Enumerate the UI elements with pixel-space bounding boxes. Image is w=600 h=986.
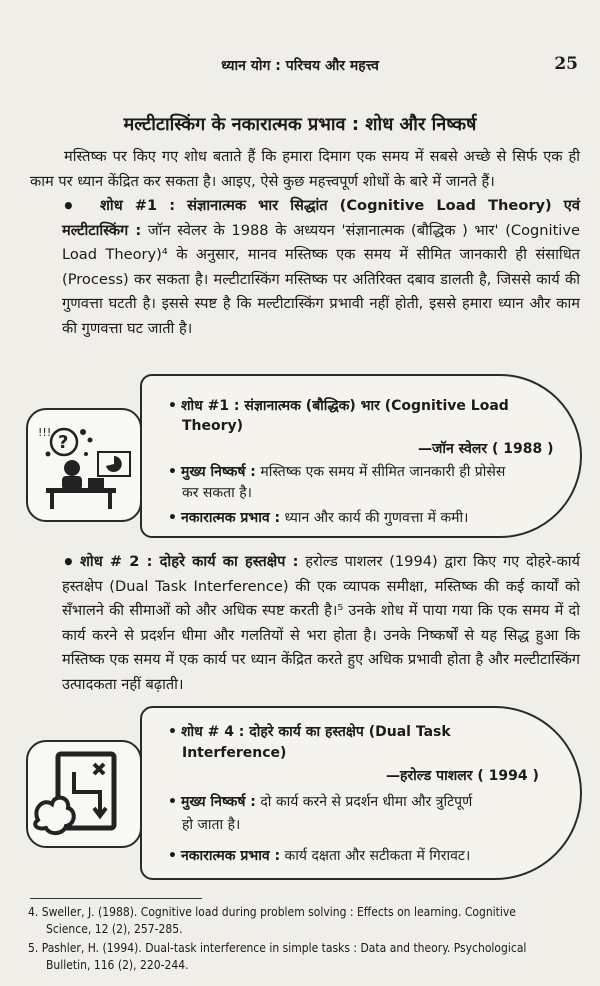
research-2-paragraph: [62, 550, 580, 697]
callout-1-impact: • नकारात्मक प्रभाव : ध्यान और कार्य की गुणवत्ता में कमी।: [168, 510, 469, 526]
running-title: ध्यान योग : परिचय और महत्त्व: [221, 58, 379, 74]
bullet-dot: •: [62, 194, 75, 218]
callout-1-finding: • मुख्य निष्कर्ष : मस्तिष्क एक समय में सीमित जानकारी ही प्रोसेस: [168, 464, 506, 480]
callout-2-title-line-1: • शोध # 4 : दोहरे कार्य का हस्तक्षेप (Dual Task: [168, 724, 451, 740]
callout-1-title-line-1: • शोध #1 : संज्ञानात्मक (बौद्धिक) भार (Cognitive Load: [168, 398, 509, 414]
intro-line-2: एक ही काम पर ध्यान केंद्रित कर सकता है। आइए, ऐसे कुछ महत्त्वपूर्ण शोधों के बारे में जानते हैं।: [30, 148, 580, 190]
callout-2-finding: • मुख्य निष्कर्ष : दो कार्य करने से प्रदर्शन धीमा और त्रुटिपूर्ण: [168, 794, 473, 810]
research-2-heading: शोध # 2 : दोहरे कार्य का हस्तक्षेप :: [80, 553, 299, 570]
callout-1-author: —जॉन स्वेलर ( 1988 ): [418, 441, 554, 457]
research-1-heading: शोध #1 : संज्ञानात्मक भार सिद्धांत (Cognitive Load Theory) एवं मल्टीटास्किंग :: [62, 197, 580, 239]
callout-2-impact: • नकारात्मक प्रभाव : कार्य दक्षता और सटीकता में गिरावट।: [168, 848, 471, 864]
research-1-body: जॉन स्वेलर के 1988 के अध्ययन 'संज्ञानात्मक (बौद्धिक ) भार' (Cognitive Load Theory)⁴ के अनुसार, मानव मस्तिष्क एक समय में सीमित जानकारी ही संसाधित (Process) कर सकता है। मल्टीटास्किंग मस्तिष्क पर अतिरिक्त दबाव डालती है, जिससे कार्य की गुणवत्ता घटती है। इससे स्पष्ट है कि मल्टीटास्किंग प्रभावी नहीं होती, इससे हमारा ध्यान और काम की गुणवत्ता घट जाती है।: [62, 221, 580, 337]
callout-2-finding-cont: हो जाता है।: [182, 817, 241, 833]
svg-text:?: ?: [58, 432, 69, 453]
research-1-callout: [140, 374, 582, 538]
page-number: 25: [554, 54, 578, 74]
section-title: मल्टीटास्किंग के नकारात्मक प्रभाव : शोध और निष्कर्ष: [123, 114, 477, 135]
research-1-paragraph: [62, 194, 580, 341]
footnote-4: 4. Sweller, J. (1988). Cognitive load during problem solving : Effects on learning. Cognitive Science, 12 (2), 257-285.: [28, 905, 516, 936]
bullet-dot: •: [62, 550, 75, 574]
research-2-body: हरोल्ड पाशलर (1994) द्वारा किए गए दोहरे-कार्य हस्तक्षेप (Dual Task Interference) की एक व्यापक समीक्षा, मस्तिष्क की कई कार्यों को सँभालने की सीमाओं को और अधिक स्पष्ट करती है।⁵ उनके शोध में पाया गया कि एक समय में दो कार्य करने से प्रदर्शन धीमा और गलतियों से भरा होता है। उनके निष्कर्षों से यह सिद्ध हुआ कि मस्तिष्क एक समय में एक कार्य पर ध्यान केंद्रित करते हुए अधिक प्रभावी होता है और मल्टीटास्किंग उत्पादकता नहीं बढ़ाती।: [62, 553, 580, 693]
callout-1-finding-cont: कर सकता है।: [182, 485, 252, 501]
callout-2-title-line-2: Interference): [182, 745, 287, 761]
intro-paragraph: [30, 145, 580, 194]
intro-line-1: मस्तिष्क पर किए गए शोध बताते हैं कि हमारा दिमाग एक समय में सबसे अच्छे से सिर्फ: [64, 148, 538, 165]
brain-task-path-icon: [26, 740, 142, 848]
callout-1-title-line-2: Theory): [182, 418, 244, 434]
stressed-multitasking-person-icon: [26, 408, 142, 522]
svg-text:!!!: !!!: [38, 426, 52, 439]
footnote-5: 5. Pashler, H. (1994). Dual-task interference in simple tasks : Data and theory. Psychological Bulletin, 116 (2), 220-244.: [28, 941, 527, 972]
footnote-rule: [30, 898, 202, 899]
callout-2-author: —हरोल्ड पाशलर ( 1994 ): [386, 768, 539, 784]
research-2-callout: [140, 706, 582, 880]
